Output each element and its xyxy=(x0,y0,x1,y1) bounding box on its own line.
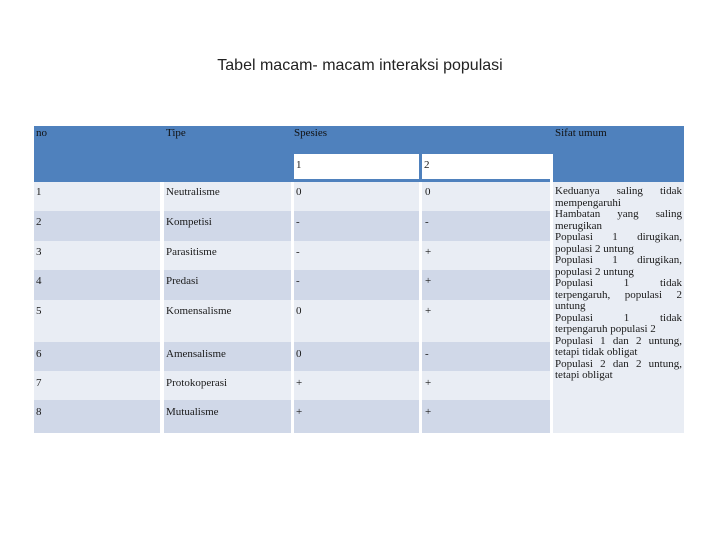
cell-spesies-1: 0 xyxy=(296,305,302,317)
header-no: no xyxy=(36,127,47,139)
cell-spesies-1: + xyxy=(296,406,303,418)
page-title: Tabel macam- macam interaksi populasi xyxy=(217,57,503,74)
cell-spesies-1: - xyxy=(296,275,300,287)
column-divider xyxy=(291,182,294,433)
cell-no: 8 xyxy=(36,406,42,418)
cell-spesies-1: - xyxy=(296,216,300,228)
cell-no: 6 xyxy=(36,348,42,360)
cell-no: 4 xyxy=(36,275,42,287)
cell-spesies-2: + xyxy=(425,246,432,258)
cell-spesies-1: 0 xyxy=(296,186,302,198)
cell-no: 7 xyxy=(36,377,42,389)
header-tipe: Tipe xyxy=(166,127,186,139)
sifat-line: untung xyxy=(555,301,586,312)
cell-spesies-2: + xyxy=(425,275,432,287)
cell-no: 3 xyxy=(36,246,42,258)
sifat-umum-column xyxy=(553,182,684,433)
cell-no: 5 xyxy=(36,305,42,317)
cell-tipe: Parasitisme xyxy=(166,246,217,258)
sifat-line: Populasi 1 tidak xyxy=(555,278,682,289)
sifat-line: tetapi obligat xyxy=(555,370,613,381)
sifat-line: Hambatan yang saling xyxy=(555,209,682,220)
cell-tipe: Kompetisi xyxy=(166,216,212,228)
cell-spesies-2: 0 xyxy=(425,186,431,198)
sifat-line: merugikan xyxy=(555,220,603,232)
cell-spesies-2: + xyxy=(425,406,432,418)
sifat-line: mempengaruhi xyxy=(555,197,621,209)
cell-no: 2 xyxy=(36,216,42,228)
header-sifat-umum: Sifat umum xyxy=(555,127,607,139)
cell-spesies-2: + xyxy=(425,377,432,389)
cell-tipe: Neutralisme xyxy=(166,186,220,198)
sifat-line: terpengaruh, populasi 2 xyxy=(555,289,682,301)
cell-spesies-2: - xyxy=(425,348,429,360)
cell-spesies-2: + xyxy=(425,305,432,317)
header-spesies-2: 2 xyxy=(422,154,550,179)
cell-spesies-1: 0 xyxy=(296,348,302,360)
sifat-line: populasi 2 untung xyxy=(555,266,634,278)
sifat-line: Populasi 1 tidak xyxy=(555,312,682,324)
cell-tipe: Predasi xyxy=(166,275,199,287)
cell-tipe: Protokoperasi xyxy=(166,377,228,389)
sifat-line: terpengaruh populasi 2 xyxy=(555,324,656,335)
cell-no: 1 xyxy=(36,186,42,198)
sifat-line: Populasi 1 dirugikan, xyxy=(555,255,682,266)
cell-spesies-1: + xyxy=(296,377,303,389)
header-spesies-1: 1 xyxy=(294,154,419,179)
sifat-line: Populasi 1 dan 2 untung, xyxy=(555,335,682,347)
sifat-line: Keduanya saling tidak xyxy=(555,186,682,197)
header-spesies: Spesies xyxy=(294,127,327,139)
sifat-line: Populasi 2 dan 2 untung, xyxy=(555,358,682,370)
sifat-line: tetapi tidak obligat xyxy=(555,347,638,358)
column-divider xyxy=(160,182,164,433)
sifat-line: populasi 2 untung xyxy=(555,243,634,255)
cell-spesies-1: - xyxy=(296,246,300,258)
cell-tipe: Amensalisme xyxy=(166,348,226,360)
sifat-line: Populasi 1 dirugikan, xyxy=(555,232,682,243)
cell-tipe: Mutualisme xyxy=(166,406,219,418)
column-divider xyxy=(419,182,422,433)
cell-tipe: Komensalisme xyxy=(166,305,232,317)
cell-spesies-2: - xyxy=(425,216,429,228)
